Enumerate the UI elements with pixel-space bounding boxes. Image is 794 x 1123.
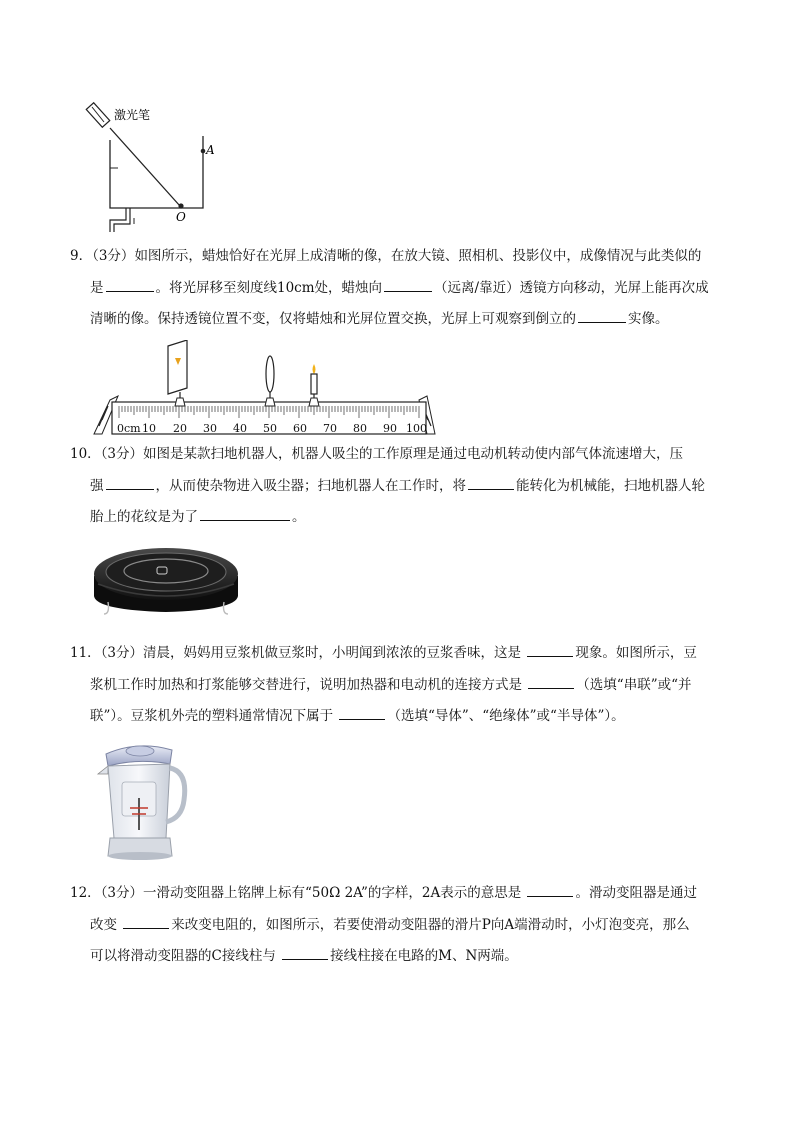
q12-line-1 — [70, 878, 730, 910]
q11-score: （3分） — [100, 645, 144, 661]
tick-label: 20 — [173, 422, 187, 435]
point-A-label: A — [206, 143, 215, 157]
question-10 — [70, 439, 730, 534]
point-O-label: O — [176, 210, 186, 224]
tick-label: 10 — [142, 422, 156, 435]
answer-blank[interactable] — [106, 475, 154, 490]
answer-blank[interactable] — [527, 882, 573, 897]
question-11 — [70, 638, 730, 733]
q11-text: 浆机工作时加热和打浆能够交替进行，说明加热器和电动机的连接方式是 — [90, 676, 527, 693]
soymilk-maker-image — [92, 738, 190, 862]
q10-text: 强 — [90, 477, 104, 494]
q12-text: 可以将滑动变阻器的C接线柱与 — [90, 948, 281, 964]
answer-blank[interactable] — [528, 674, 574, 689]
q9-line-2 — [70, 273, 730, 305]
answer-blank[interactable] — [339, 705, 385, 720]
laser-pen-label: 激光笔 — [114, 108, 151, 122]
q9-text: 实像。 — [628, 311, 669, 327]
q9-text: 。将光屏移至刻度线10cm处，蜡烛向 — [155, 279, 383, 296]
q11-text: 现象。如图所示，豆 — [575, 645, 697, 661]
q10-text: 。 — [292, 509, 306, 525]
q9-score: （3分） — [92, 248, 135, 264]
tick-label: 90 — [383, 422, 397, 435]
q11-text: 联”）。豆浆机外壳的塑料通常情况下属于 — [90, 708, 338, 724]
tick-label: 70 — [323, 422, 337, 435]
robot-vacuum-image — [88, 540, 243, 615]
point-O-dot — [178, 203, 183, 208]
container-wall — [110, 136, 203, 208]
optical-bench-figure — [92, 340, 437, 440]
q12-score: （3分） — [100, 885, 144, 901]
q9-text: 清晰的像。保持透镜位置不变，仅将蜡烛和光屏位置交换，光屏上可观察到倒立的 — [90, 311, 576, 327]
q9-text: （远离/靠近）透镜方向移动，光屏上能再次成 — [434, 279, 709, 296]
q10-line-1 — [70, 439, 730, 471]
q10-number: 10． — [70, 446, 101, 462]
q10-text: 胎上的花纹是为了 — [90, 509, 198, 525]
q12-text: 改变 — [90, 916, 122, 933]
answer-blank[interactable] — [578, 308, 626, 323]
q10-line-2 — [70, 471, 730, 503]
tick-label: 0cm — [117, 422, 141, 435]
q10-line-3 — [70, 502, 730, 534]
tick-label: 30 — [203, 422, 217, 435]
tick-label: 80 — [353, 422, 367, 435]
q11-text: （选填“导体”、“绝缘体”或“半导体”）。 — [387, 708, 625, 724]
answer-blank[interactable] — [384, 277, 432, 292]
q11-line-2 — [70, 670, 730, 702]
drain-pipe — [110, 208, 126, 232]
q12-number: 12． — [70, 885, 101, 901]
answer-blank[interactable] — [527, 642, 573, 657]
q9-line-3 — [70, 304, 730, 336]
tick-label: 40 — [233, 422, 247, 435]
q10-text: ，从而使杂物进入吸尘器；扫地机器人在工作时，将 — [155, 477, 466, 494]
answer-blank[interactable] — [282, 945, 328, 960]
tick-label: 60 — [293, 422, 307, 435]
q11-text: 清晨，妈妈用豆浆机做豆浆时，小明闻到浓浓的豆浆香味，这是 — [143, 645, 526, 661]
answer-blank[interactable] — [106, 277, 154, 292]
answer-blank[interactable] — [200, 506, 290, 521]
q9-text: 如图所示，蜡烛恰好在光屏上成清晰的像，在放大镜、照相机、投影仪中，成像情况与此类似的 — [134, 248, 702, 264]
laser-pen-figure — [80, 98, 240, 233]
q12-text: 一滑动变阻器上铭牌上标有“50Ω 2A”的字样，2A表示的意思是 — [143, 885, 526, 901]
question-9 — [70, 241, 730, 336]
q11-text: （选填“串联”或“并 — [576, 676, 692, 693]
candle-icon — [309, 364, 319, 406]
q10-text: 如图是某款扫地机器人，机器人吸尘的工作原理是通过电动机转动使内部气体流速增大，压 — [143, 446, 684, 462]
q12-line-3 — [70, 941, 730, 973]
tick-label: 50 — [263, 422, 277, 435]
answer-blank[interactable] — [123, 914, 169, 929]
q12-text: 来改变电阻的，如图所示，若要使滑动变阻器的滑片P向A端滑动时，小灯泡变亮，那么 — [171, 916, 690, 933]
q12-text: 接线柱接在电路的M、N两端。 — [330, 948, 518, 964]
q12-line-2 — [70, 910, 730, 942]
q9-line-1 — [70, 241, 730, 273]
q9-text: 是 — [90, 279, 104, 296]
answer-blank[interactable] — [468, 475, 514, 490]
q12-text: 。滑动变阻器是通过 — [575, 885, 697, 901]
q11-line-3 — [70, 701, 730, 733]
q10-score: （3分） — [100, 446, 144, 462]
light-screen — [168, 340, 187, 406]
tick-label: 100 — [406, 422, 427, 435]
laser-beam — [110, 128, 180, 206]
question-12 — [70, 878, 730, 973]
convex-lens — [265, 356, 275, 406]
q11-line-1 — [70, 638, 730, 670]
laser-pen-icon — [86, 103, 109, 128]
q10-text: 能转化为机械能，扫地机器人轮 — [516, 477, 705, 494]
q11-number: 11． — [70, 645, 101, 661]
q9-number: 9． — [70, 248, 93, 264]
point-A-dot — [201, 149, 206, 154]
